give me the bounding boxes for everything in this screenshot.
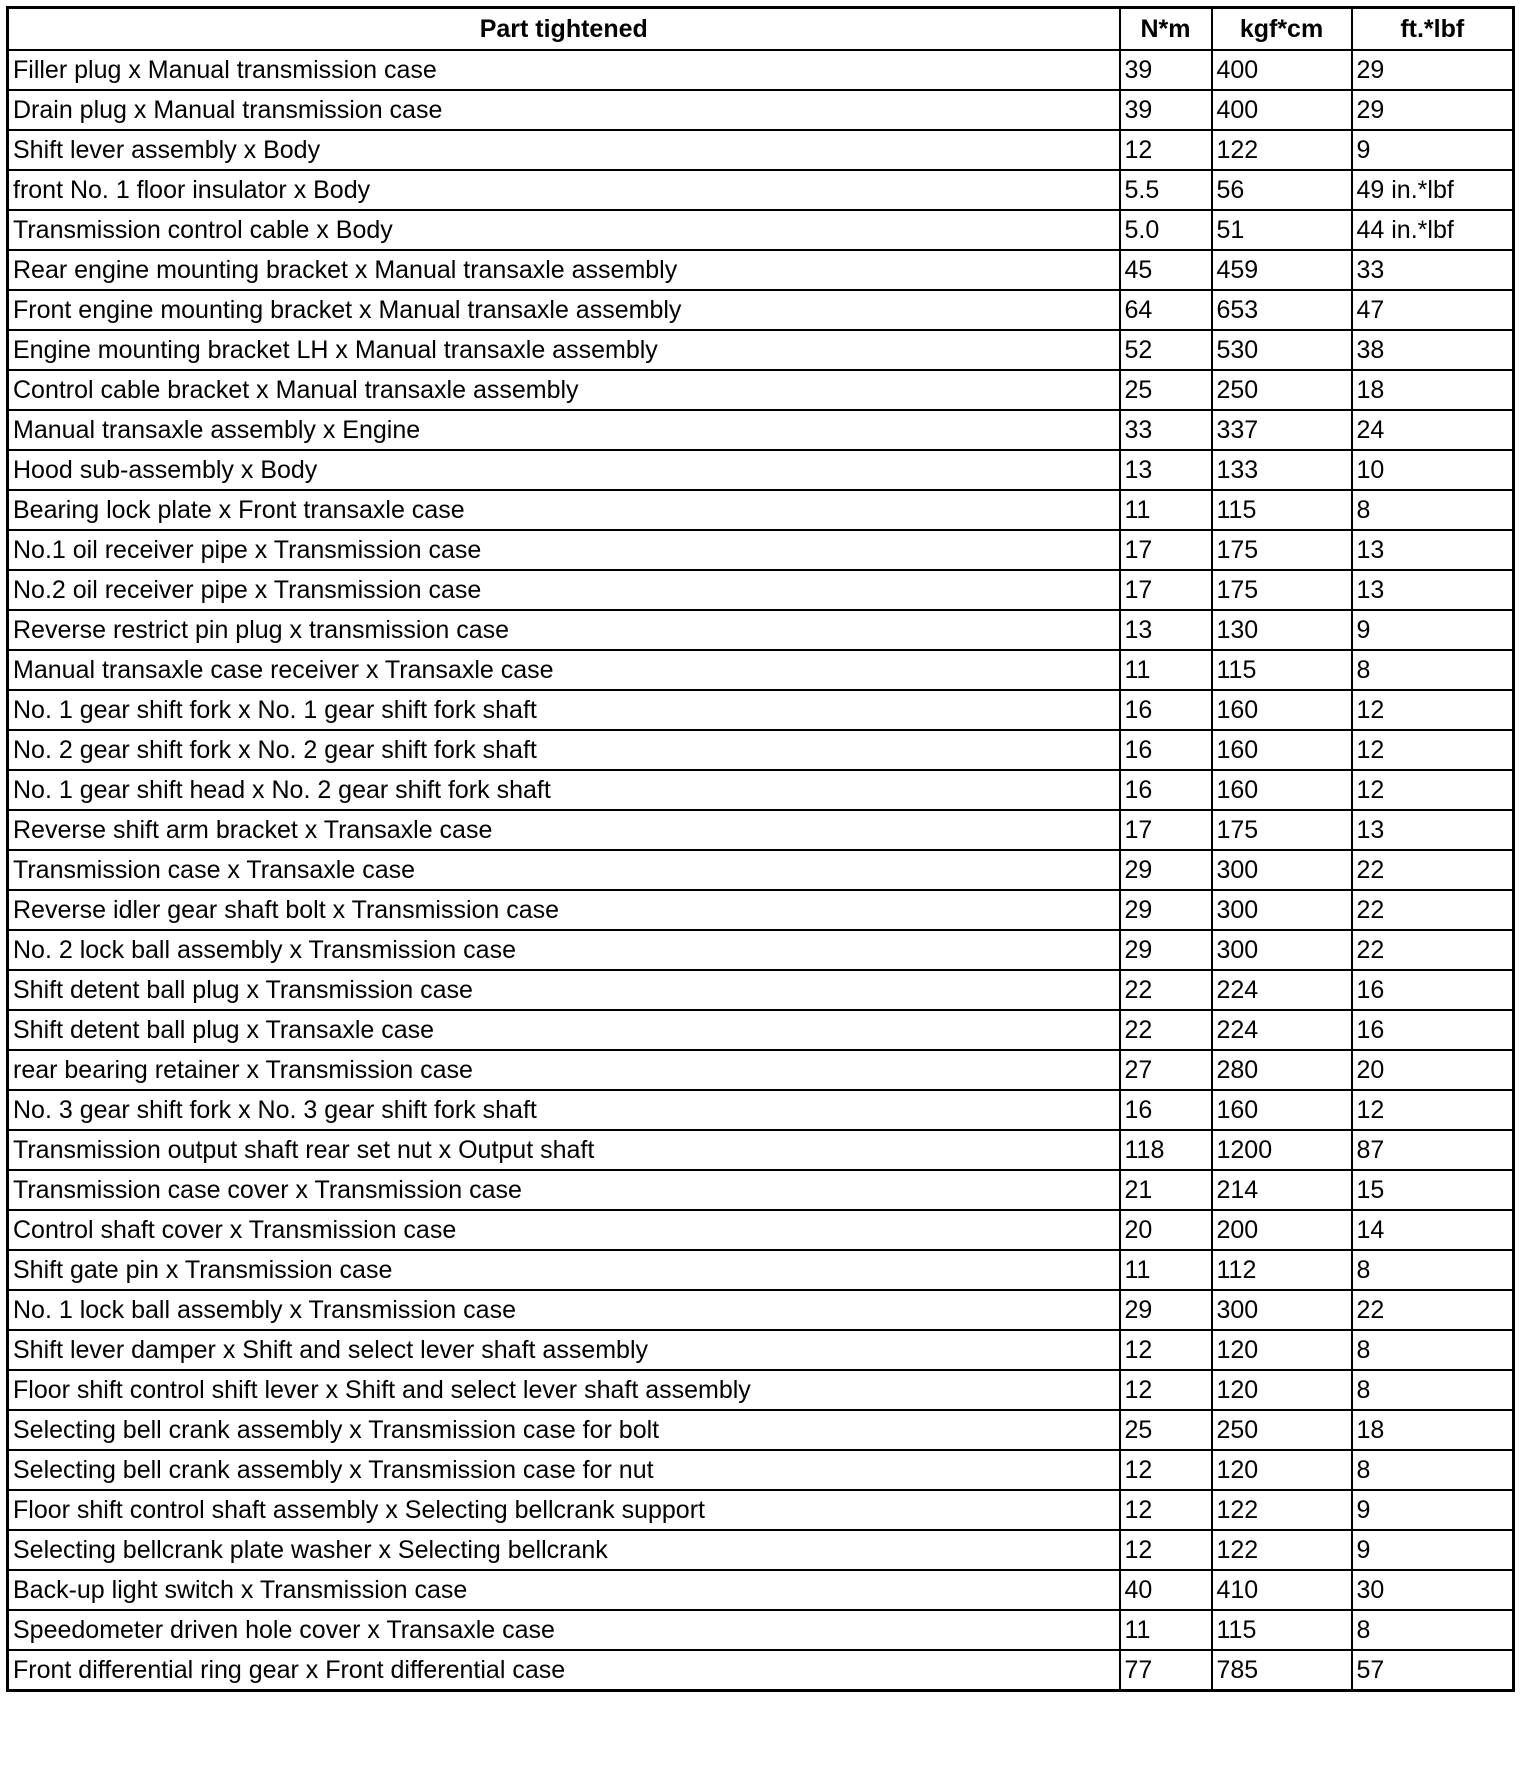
ft-lbf-cell: 16 [1352, 970, 1514, 1010]
kgf-cm-cell: 120 [1212, 1330, 1352, 1370]
nm-cell: 16 [1120, 730, 1212, 770]
nm-cell: 40 [1120, 1570, 1212, 1610]
part-cell: Shift detent ball plug x Transmission case [8, 970, 1120, 1010]
ft-lbf-cell: 13 [1352, 810, 1514, 850]
part-cell: Floor shift control shift lever x Shift and select lever shaft assembly [8, 1370, 1120, 1410]
ft-lbf-cell: 16 [1352, 1010, 1514, 1050]
nm-cell: 11 [1120, 490, 1212, 530]
ft-lbf-cell: 13 [1352, 530, 1514, 570]
kgf-cm-cell: 280 [1212, 1050, 1352, 1090]
header-ft-lbf: ft.*lbf [1352, 8, 1514, 50]
ft-lbf-cell: 8 [1352, 490, 1514, 530]
part-cell: Shift lever damper x Shift and select lever shaft assembly [8, 1330, 1120, 1370]
part-cell: No. 2 gear shift fork x No. 2 gear shift fork shaft [8, 730, 1120, 770]
nm-cell: 12 [1120, 1530, 1212, 1570]
table-row [8, 450, 1514, 490]
kgf-cm-cell: 250 [1212, 1410, 1352, 1450]
nm-cell: 64 [1120, 290, 1212, 330]
part-cell: No. 3 gear shift fork x No. 3 gear shift fork shaft [8, 1090, 1120, 1130]
nm-cell: 77 [1120, 1650, 1212, 1691]
table-row [8, 810, 1514, 850]
nm-cell: 27 [1120, 1050, 1212, 1090]
kgf-cm-cell: 224 [1212, 970, 1352, 1010]
table-row [8, 410, 1514, 450]
table-row [8, 1170, 1514, 1210]
table-row [8, 1570, 1514, 1610]
table-row [8, 1050, 1514, 1090]
nm-cell: 17 [1120, 570, 1212, 610]
ft-lbf-cell: 33 [1352, 250, 1514, 290]
ft-lbf-cell: 47 [1352, 290, 1514, 330]
part-cell: Reverse idler gear shaft bolt x Transmission case [8, 890, 1120, 930]
table-row [8, 1610, 1514, 1650]
kgf-cm-cell: 115 [1212, 1610, 1352, 1650]
kgf-cm-cell: 160 [1212, 690, 1352, 730]
part-cell: Front engine mounting bracket x Manual transaxle assembly [8, 290, 1120, 330]
ft-lbf-cell: 13 [1352, 570, 1514, 610]
part-cell: No.2 oil receiver pipe x Transmission case [8, 570, 1120, 610]
kgf-cm-cell: 300 [1212, 850, 1352, 890]
table-row [8, 1290, 1514, 1330]
ft-lbf-cell: 9 [1352, 130, 1514, 170]
nm-cell: 22 [1120, 1010, 1212, 1050]
ft-lbf-cell: 87 [1352, 1130, 1514, 1170]
kgf-cm-cell: 175 [1212, 530, 1352, 570]
kgf-cm-cell: 160 [1212, 730, 1352, 770]
kgf-cm-cell: 224 [1212, 1010, 1352, 1050]
kgf-cm-cell: 51 [1212, 210, 1352, 250]
part-cell: Control shaft cover x Transmission case [8, 1210, 1120, 1250]
ft-lbf-cell: 57 [1352, 1650, 1514, 1691]
part-cell: Control cable bracket x Manual transaxle assembly [8, 370, 1120, 410]
nm-cell: 21 [1120, 1170, 1212, 1210]
nm-cell: 29 [1120, 890, 1212, 930]
kgf-cm-cell: 653 [1212, 290, 1352, 330]
nm-cell: 11 [1120, 650, 1212, 690]
nm-cell: 25 [1120, 370, 1212, 410]
nm-cell: 5.0 [1120, 210, 1212, 250]
part-cell: Selecting bell crank assembly x Transmission case for bolt [8, 1410, 1120, 1450]
ft-lbf-cell: 20 [1352, 1050, 1514, 1090]
header-part-tightened: Part tightened [8, 8, 1120, 50]
part-cell: Speedometer driven hole cover x Transaxle case [8, 1610, 1120, 1650]
kgf-cm-cell: 300 [1212, 930, 1352, 970]
kgf-cm-cell: 122 [1212, 130, 1352, 170]
kgf-cm-cell: 175 [1212, 570, 1352, 610]
kgf-cm-cell: 337 [1212, 410, 1352, 450]
table-row [8, 210, 1514, 250]
kgf-cm-cell: 122 [1212, 1530, 1352, 1570]
table-row [8, 370, 1514, 410]
table-row [8, 890, 1514, 930]
part-cell: Reverse restrict pin plug x transmission case [8, 610, 1120, 650]
part-cell: Shift detent ball plug x Transaxle case [8, 1010, 1120, 1050]
kgf-cm-cell: 410 [1212, 1570, 1352, 1610]
ft-lbf-cell: 18 [1352, 370, 1514, 410]
table-row [8, 570, 1514, 610]
table-header [8, 8, 1514, 50]
table-row [8, 1370, 1514, 1410]
kgf-cm-cell: 200 [1212, 1210, 1352, 1250]
part-cell: Filler plug x Manual transmission case [8, 50, 1120, 90]
ft-lbf-cell: 30 [1352, 1570, 1514, 1610]
kgf-cm-cell: 530 [1212, 330, 1352, 370]
kgf-cm-cell: 115 [1212, 650, 1352, 690]
table-row [8, 1410, 1514, 1450]
nm-cell: 12 [1120, 1330, 1212, 1370]
part-cell: Transmission case cover x Transmission case [8, 1170, 1120, 1210]
ft-lbf-cell: 29 [1352, 90, 1514, 130]
table-row [8, 1250, 1514, 1290]
ft-lbf-cell: 44 in.*lbf [1352, 210, 1514, 250]
nm-cell: 16 [1120, 1090, 1212, 1130]
nm-cell: 12 [1120, 130, 1212, 170]
kgf-cm-cell: 115 [1212, 490, 1352, 530]
kgf-cm-cell: 250 [1212, 370, 1352, 410]
part-cell: Transmission case x Transaxle case [8, 850, 1120, 890]
ft-lbf-cell: 22 [1352, 850, 1514, 890]
table-row [8, 290, 1514, 330]
nm-cell: 45 [1120, 250, 1212, 290]
nm-cell: 22 [1120, 970, 1212, 1010]
part-cell: No.1 oil receiver pipe x Transmission case [8, 530, 1120, 570]
ft-lbf-cell: 49 in.*lbf [1352, 170, 1514, 210]
ft-lbf-cell: 8 [1352, 1610, 1514, 1650]
table-row [8, 1530, 1514, 1570]
table-row [8, 850, 1514, 890]
part-cell: Engine mounting bracket LH x Manual transaxle assembly [8, 330, 1120, 370]
kgf-cm-cell: 133 [1212, 450, 1352, 490]
kgf-cm-cell: 300 [1212, 1290, 1352, 1330]
nm-cell: 39 [1120, 50, 1212, 90]
kgf-cm-cell: 1200 [1212, 1130, 1352, 1170]
table-row [8, 690, 1514, 730]
table-row [8, 1330, 1514, 1370]
part-cell: Transmission control cable x Body [8, 210, 1120, 250]
ft-lbf-cell: 29 [1352, 50, 1514, 90]
ft-lbf-cell: 12 [1352, 1090, 1514, 1130]
nm-cell: 29 [1120, 1290, 1212, 1330]
nm-cell: 16 [1120, 690, 1212, 730]
nm-cell: 52 [1120, 330, 1212, 370]
ft-lbf-cell: 14 [1352, 1210, 1514, 1250]
part-cell: Rear engine mounting bracket x Manual transaxle assembly [8, 250, 1120, 290]
header-nm: N*m [1120, 8, 1212, 50]
part-cell: Back-up light switch x Transmission case [8, 1570, 1120, 1610]
ft-lbf-cell: 9 [1352, 1530, 1514, 1570]
nm-cell: 29 [1120, 930, 1212, 970]
nm-cell: 5.5 [1120, 170, 1212, 210]
table-row [8, 1490, 1514, 1530]
nm-cell: 12 [1120, 1490, 1212, 1530]
nm-cell: 20 [1120, 1210, 1212, 1250]
part-cell: front No. 1 floor insulator x Body [8, 170, 1120, 210]
table-row [8, 1010, 1514, 1050]
nm-cell: 25 [1120, 1410, 1212, 1450]
table-row [8, 650, 1514, 690]
part-cell: Hood sub-assembly x Body [8, 450, 1120, 490]
part-cell: Manual transaxle case receiver x Transaxle case [8, 650, 1120, 690]
part-cell: Selecting bellcrank plate washer x Selecting bellcrank [8, 1530, 1120, 1570]
header-row [8, 8, 1514, 50]
table-row [8, 1210, 1514, 1250]
ft-lbf-cell: 22 [1352, 890, 1514, 930]
kgf-cm-cell: 400 [1212, 50, 1352, 90]
ft-lbf-cell: 8 [1352, 1250, 1514, 1290]
kgf-cm-cell: 160 [1212, 770, 1352, 810]
table-row [8, 610, 1514, 650]
ft-lbf-cell: 38 [1352, 330, 1514, 370]
table-row [8, 770, 1514, 810]
ft-lbf-cell: 22 [1352, 1290, 1514, 1330]
ft-lbf-cell: 10 [1352, 450, 1514, 490]
part-cell: No. 1 lock ball assembly x Transmission case [8, 1290, 1120, 1330]
table-row [8, 490, 1514, 530]
kgf-cm-cell: 400 [1212, 90, 1352, 130]
part-cell: Bearing lock plate x Front transaxle case [8, 490, 1120, 530]
kgf-cm-cell: 112 [1212, 1250, 1352, 1290]
part-cell: No. 1 gear shift head x No. 2 gear shift fork shaft [8, 770, 1120, 810]
torque-spec-table [6, 6, 1515, 1692]
ft-lbf-cell: 9 [1352, 1490, 1514, 1530]
part-cell: rear bearing retainer x Transmission case [8, 1050, 1120, 1090]
kgf-cm-cell: 175 [1212, 810, 1352, 850]
table-row [8, 530, 1514, 570]
table-row [8, 730, 1514, 770]
ft-lbf-cell: 12 [1352, 770, 1514, 810]
header-kgf-cm: kgf*cm [1212, 8, 1352, 50]
nm-cell: 39 [1120, 90, 1212, 130]
ft-lbf-cell: 22 [1352, 930, 1514, 970]
kgf-cm-cell: 214 [1212, 1170, 1352, 1210]
kgf-cm-cell: 120 [1212, 1370, 1352, 1410]
kgf-cm-cell: 459 [1212, 250, 1352, 290]
table-row [8, 1130, 1514, 1170]
table-row [8, 970, 1514, 1010]
kgf-cm-cell: 56 [1212, 170, 1352, 210]
part-cell: Reverse shift arm bracket x Transaxle case [8, 810, 1120, 850]
ft-lbf-cell: 15 [1352, 1170, 1514, 1210]
part-cell: No. 2 lock ball assembly x Transmission case [8, 930, 1120, 970]
ft-lbf-cell: 24 [1352, 410, 1514, 450]
ft-lbf-cell: 9 [1352, 610, 1514, 650]
part-cell: Drain plug x Manual transmission case [8, 90, 1120, 130]
kgf-cm-cell: 300 [1212, 890, 1352, 930]
part-cell: Floor shift control shaft assembly x Selecting bellcrank support [8, 1490, 1120, 1530]
nm-cell: 17 [1120, 810, 1212, 850]
part-cell: Shift gate pin x Transmission case [8, 1250, 1120, 1290]
table-row [8, 50, 1514, 90]
kgf-cm-cell: 160 [1212, 1090, 1352, 1130]
part-cell: Transmission output shaft rear set nut x Output shaft [8, 1130, 1120, 1170]
part-cell: Manual transaxle assembly x Engine [8, 410, 1120, 450]
nm-cell: 29 [1120, 850, 1212, 890]
nm-cell: 12 [1120, 1370, 1212, 1410]
ft-lbf-cell: 12 [1352, 690, 1514, 730]
nm-cell: 16 [1120, 770, 1212, 810]
nm-cell: 13 [1120, 610, 1212, 650]
table-row [8, 130, 1514, 170]
table-row [8, 930, 1514, 970]
ft-lbf-cell: 8 [1352, 650, 1514, 690]
kgf-cm-cell: 120 [1212, 1450, 1352, 1490]
nm-cell: 13 [1120, 450, 1212, 490]
table-body [8, 50, 1514, 1691]
table-row [8, 90, 1514, 130]
part-cell: Shift lever assembly x Body [8, 130, 1120, 170]
part-cell: Selecting bell crank assembly x Transmission case for nut [8, 1450, 1120, 1490]
ft-lbf-cell: 8 [1352, 1450, 1514, 1490]
nm-cell: 11 [1120, 1610, 1212, 1650]
nm-cell: 118 [1120, 1130, 1212, 1170]
nm-cell: 12 [1120, 1450, 1212, 1490]
part-cell: No. 1 gear shift fork x No. 1 gear shift fork shaft [8, 690, 1120, 730]
table-row [8, 170, 1514, 210]
nm-cell: 33 [1120, 410, 1212, 450]
ft-lbf-cell: 12 [1352, 730, 1514, 770]
nm-cell: 11 [1120, 1250, 1212, 1290]
kgf-cm-cell: 122 [1212, 1490, 1352, 1530]
table-row [8, 1650, 1514, 1691]
ft-lbf-cell: 8 [1352, 1330, 1514, 1370]
ft-lbf-cell: 8 [1352, 1370, 1514, 1410]
table-row [8, 330, 1514, 370]
table-row [8, 1450, 1514, 1490]
table-row [8, 250, 1514, 290]
kgf-cm-cell: 130 [1212, 610, 1352, 650]
kgf-cm-cell: 785 [1212, 1650, 1352, 1691]
table-row [8, 1090, 1514, 1130]
part-cell: Front differential ring gear x Front differential case [8, 1650, 1120, 1691]
ft-lbf-cell: 18 [1352, 1410, 1514, 1450]
nm-cell: 17 [1120, 530, 1212, 570]
